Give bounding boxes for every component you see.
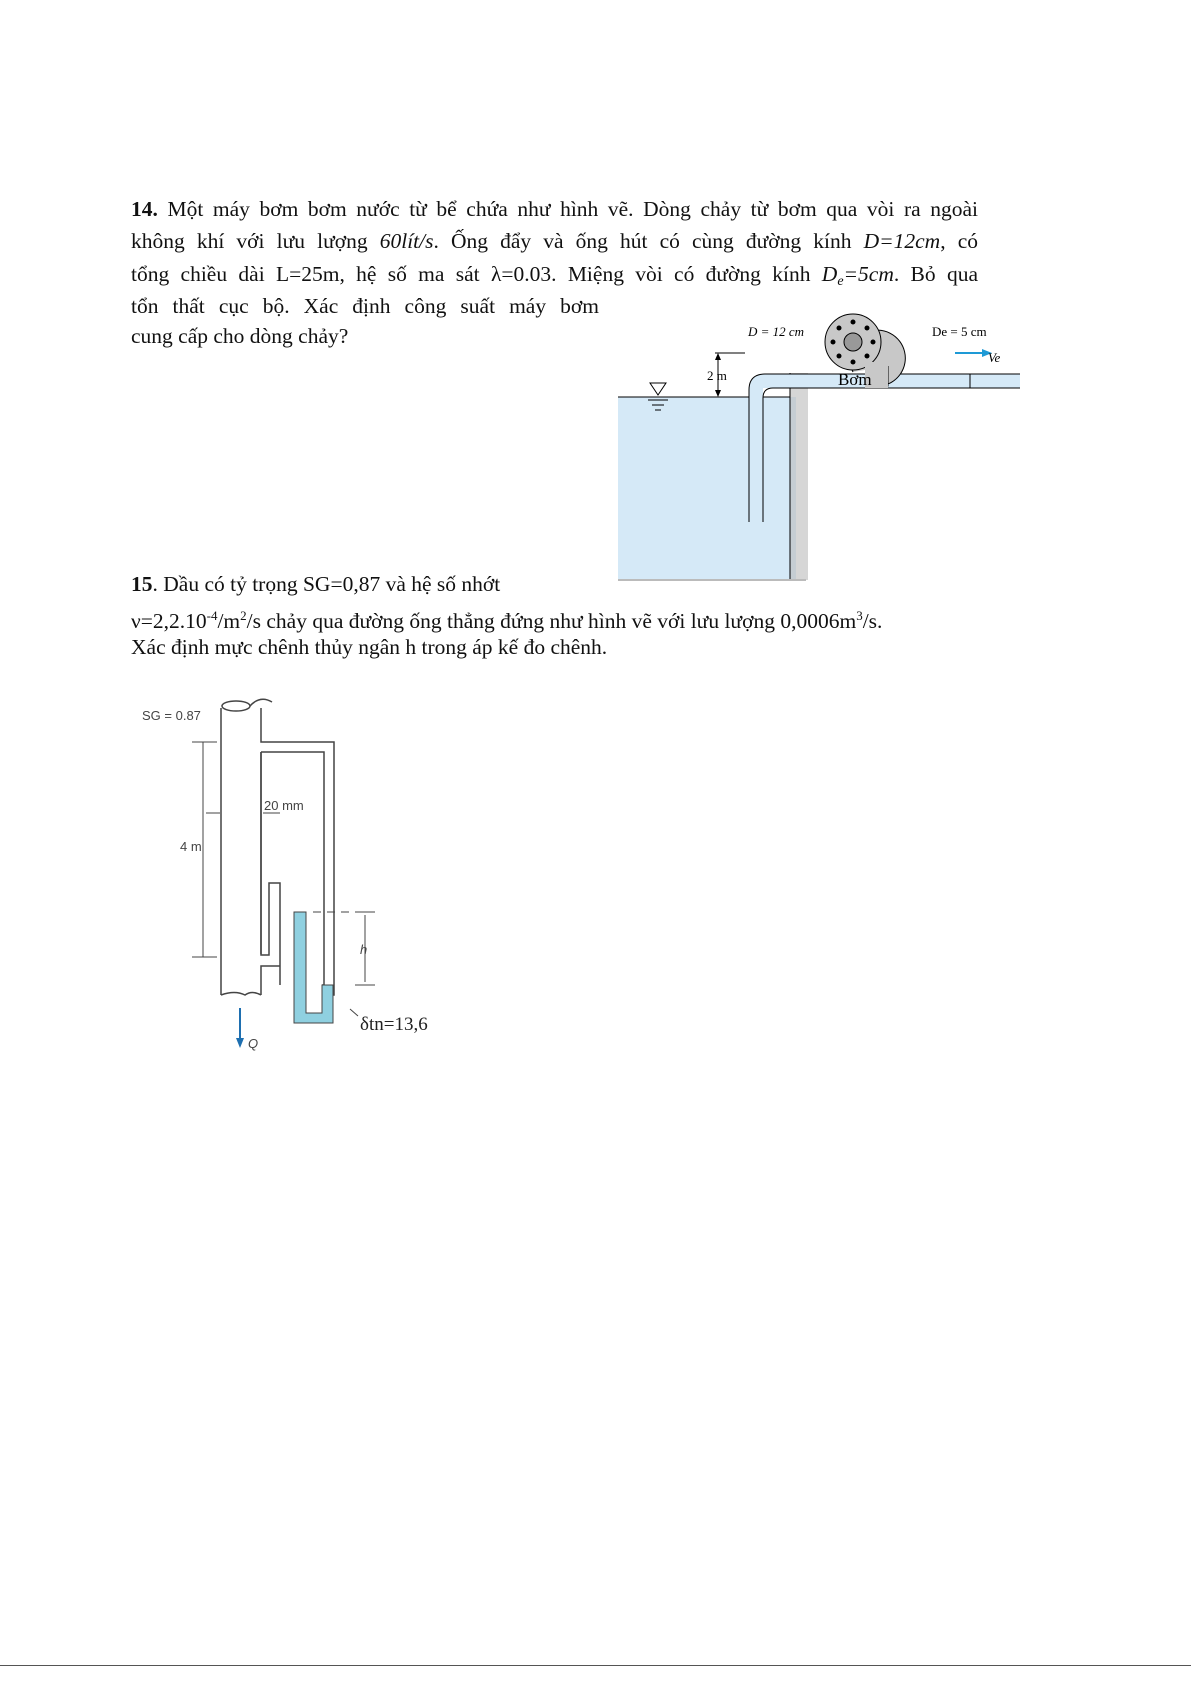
tank-water [618,397,796,580]
problem-15-line-1 [131,568,500,600]
problem-14-line-2 [131,225,978,257]
mercury-label: δtn=13,6 [360,1014,428,1035]
velocity-label: Ve [988,350,1001,365]
pipe-walls [221,708,334,995]
subscript: e [837,274,844,289]
nozzle-d: D [821,262,838,286]
text: ν=2,2.10 [131,609,207,634]
water-level-symbol [650,383,666,395]
problem-14-line-4: tổn thất cục bộ. Xác định công suất máy bơm [131,294,599,318]
pipe-top [222,701,250,711]
text: không khí với lưu lượng [131,229,380,253]
length-label: 4 m [180,839,202,854]
text: /s. [862,609,883,634]
mercury [294,912,333,1023]
height-label: 2 m [707,368,727,383]
text: tổng chiều dài L=25m, hệ số ma sát λ=0.03. Miệng vòi có đường kính [131,262,822,286]
problem-number: 14. [131,197,158,221]
diameter-label: 20 mm [264,798,304,813]
superscript: 2 [240,608,247,623]
flow-rate: 60lít/s [379,229,434,253]
sg-label: SG = 0.87 [142,708,201,723]
problem-14-line-5: cung cấp cho dòng chảy? [131,324,349,348]
text: , có [940,229,978,253]
superscript: -4 [206,608,218,623]
text: . Ống đẩy và ống hút có cùng đường kính [433,229,864,253]
problem-15-line-3: Xác định mực chênh thủy ngân h trong áp kế đo chênh. [131,635,608,659]
problem-number: 15 [131,572,153,596]
pipe-bottom [221,993,261,996]
text: Một máy bơm bơm nước từ bể chứa như hình vẽ. Dòng chảy từ bơm qua vòi ra ngoài [157,197,978,221]
manometer-tubes [261,752,280,995]
nozzle-diameter-label: De = 5 cm [932,324,987,339]
diameter: D=12cm [863,229,941,253]
pump-label: Bơm [838,370,872,389]
tank-wall-shadow [790,373,808,580]
problem-14-line-1 [131,193,978,225]
text: . Bỏ qua [893,262,978,286]
superscript: 3 [856,608,863,623]
h-label: h [360,942,368,957]
text: . Dầu có tỷ trọng SG=0,87 và hệ số nhớt [152,572,501,596]
manometer-figure [120,690,450,1060]
q-label: Q [248,1036,259,1051]
text: /s chảy qua đường ống thẳng đứng như hình vẽ với lưu lượng 0,0006m [246,609,857,634]
text: /m [217,609,241,634]
nozzle-value: =5cm [843,262,894,286]
pump-tank-figure [610,300,1030,590]
page-bottom-rule [0,1665,1191,1666]
diameter-label: D = 12 cm [748,324,805,339]
